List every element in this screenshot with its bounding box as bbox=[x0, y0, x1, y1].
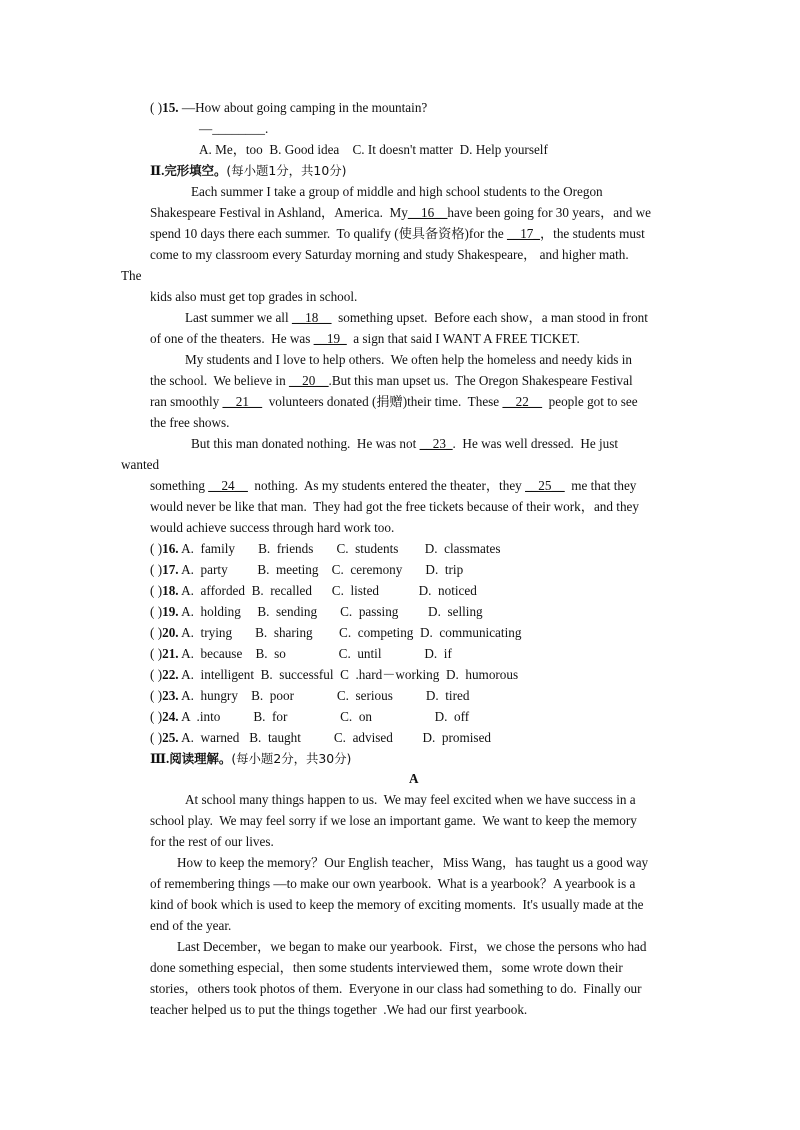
answer-paren: ( ) bbox=[150, 100, 163, 115]
cloze-line: Shakespeare Festival in Ashland，America. My__16__have been going for 30 years，and we bbox=[150, 205, 652, 220]
blank-20: __20__ bbox=[288, 373, 329, 388]
cloze-line: Each summer I take a group of middle and high school students to the Oregon bbox=[191, 184, 603, 199]
passage-line: of remembering things —to make our own yearbook. What is a yearbook？A yearbook is a bbox=[150, 876, 636, 891]
blank-23: __23_ bbox=[419, 436, 453, 451]
blank-24: __24__ bbox=[208, 478, 248, 493]
cloze-line: of one of the theaters. He was __19_ a sign that said I WANT A FREE TICKET. bbox=[150, 331, 580, 346]
question-20: ( )20. A. trying B. sharing C. competing D. communicating bbox=[150, 625, 522, 640]
question-23: ( )23. A. hungry B. poor C. serious D. tired bbox=[150, 688, 470, 703]
cloze-line: The bbox=[121, 268, 142, 283]
question-number: 15. bbox=[162, 100, 179, 115]
blank-22: __22__ bbox=[502, 394, 543, 409]
section-3-heading bbox=[150, 751, 351, 767]
section-roman: Ⅲ. bbox=[150, 751, 170, 766]
passage-line: school play. We may feel sorry if we lose an important game. We want to keep the memory bbox=[150, 813, 637, 828]
passage-line: kind of book which is used to keep the memory of exciting moments. It's usually made at the bbox=[150, 897, 644, 912]
cloze-line: come to my classroom every Saturday morning and study Shakespeare， and higher math. bbox=[150, 247, 629, 262]
question-21: ( )21. A. because B. so C. until D. if bbox=[150, 646, 452, 661]
section-2-heading bbox=[150, 163, 346, 179]
passage-line: At school many things happen to us. We may feel excited when we have success in a bbox=[185, 792, 636, 807]
cloze-line: My students and I love to help others. We often help the homeless and needy kids in bbox=[185, 352, 632, 367]
cloze-line: the school. We believe in __20__.But this man upset us. The Oregon Shakespeare Festival bbox=[150, 373, 633, 388]
blank-19: __19_ bbox=[313, 331, 347, 346]
blank-25: __25__ bbox=[525, 478, 565, 493]
blank-18: __18__ bbox=[291, 310, 332, 325]
passage-line: Last December，we began to make our yearbook. First，we chose the persons who had bbox=[177, 939, 647, 954]
question-17: ( )17. A. party B. meeting C. ceremony D. trip bbox=[150, 562, 464, 577]
cloze-line: would never be like that man. They had got the free tickets because of their work，and they bbox=[150, 499, 639, 514]
question-25: ( )25. A. warned B. taught C. advised D. promised bbox=[150, 730, 492, 745]
cloze-line: Last summer we all __18__ something upset. Before each show，a man stood in front bbox=[185, 310, 648, 325]
cloze-line: kids also must get top grades in school. bbox=[150, 289, 358, 304]
question-15-options: A. Me，too B. Good idea C. It doesn't matter D. Help yourself bbox=[199, 142, 548, 157]
passage-line: stories，others took photos of them. Everyone in our class had something to do. Finally our bbox=[150, 981, 642, 996]
cloze-line: spend 10 days there each summer. To qualify (使具备资格)for the __17_，the students must bbox=[150, 226, 645, 241]
question-18: ( )18. A. afforded B. recalled C. listed D. noticed bbox=[150, 583, 477, 598]
question-24: ( )24. A .into B. for C. on D. off bbox=[150, 709, 470, 724]
blank-16: __16__ bbox=[407, 205, 448, 220]
passage-label: A bbox=[409, 771, 419, 786]
section-note: (每小题2分，共30分) bbox=[231, 751, 352, 766]
cloze-line: would achieve success through hard work too. bbox=[150, 520, 395, 535]
question-15 bbox=[150, 100, 427, 116]
passage-line: for the rest of our lives. bbox=[150, 834, 274, 849]
question-text: —How about going camping in the mountain? bbox=[178, 100, 428, 115]
section-roman: Ⅱ. bbox=[150, 163, 165, 178]
blank-21: __21__ bbox=[222, 394, 263, 409]
passage-line: How to keep the memory？Our English teacher，Miss Wang，has taught us a good way bbox=[177, 855, 649, 870]
passage-line: done something especial，then some students interviewed them，some wrote down their bbox=[150, 960, 623, 975]
cloze-line: something __24__ nothing. As my students entered the theater，they __25__ me that they bbox=[150, 478, 637, 493]
question-15-reply: —________. bbox=[199, 121, 269, 136]
blank-17: __17_ bbox=[507, 226, 540, 241]
cloze-line: wanted bbox=[121, 457, 160, 472]
passage-line: end of the year. bbox=[150, 918, 232, 933]
question-16: ( )16. A. family B. friends C. students D. classmates bbox=[150, 541, 501, 556]
cloze-line: But this man donated nothing. He was not __23_. He was well dressed. He just bbox=[191, 436, 619, 451]
question-22: ( )22. A. intelligent B. successful C .hard－working D. humorous bbox=[150, 667, 519, 682]
cloze-line: ran smoothly __21__ volunteers donated (捐赠)their time. These __22__ people got to see bbox=[150, 394, 638, 409]
cloze-line: the free shows. bbox=[150, 415, 230, 430]
section-title: 完形填空。 bbox=[164, 163, 227, 178]
question-19: ( )19. A. holding B. sending C. passing D. selling bbox=[150, 604, 483, 619]
passage-line: teacher helped us to put the things together .We had our first yearbook. bbox=[150, 1002, 528, 1017]
section-note: (每小题1分，共10分) bbox=[226, 163, 347, 178]
section-title: 阅读理解。 bbox=[169, 751, 232, 766]
